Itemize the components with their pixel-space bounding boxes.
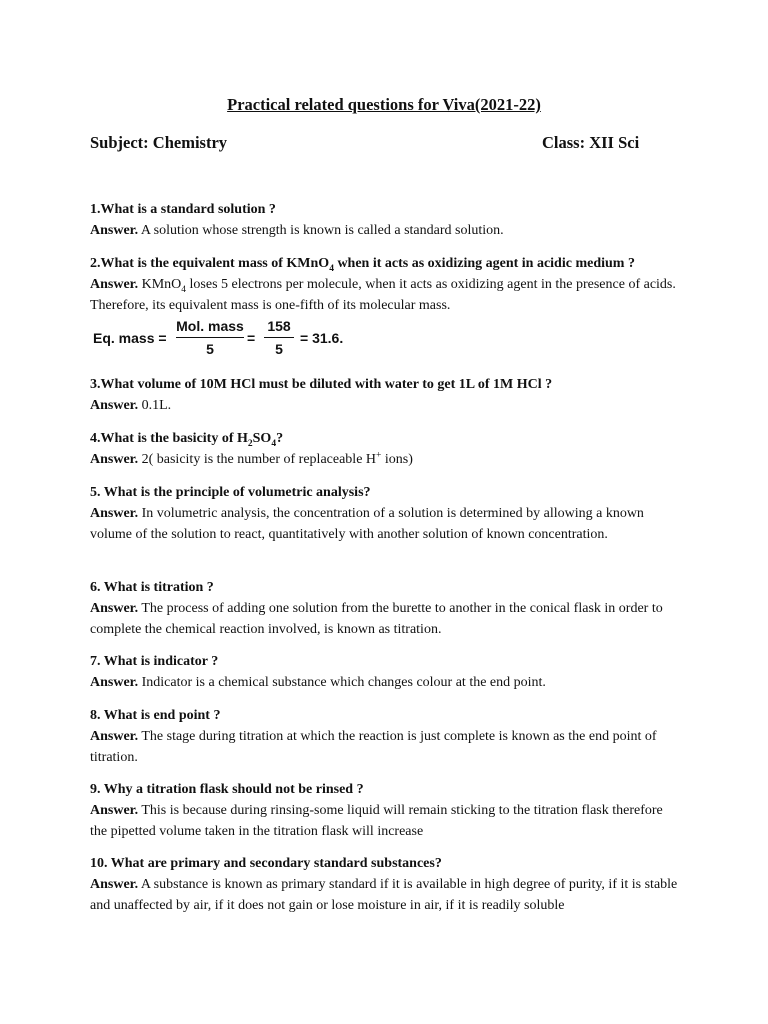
question-text: 7. What is indicator ? [90, 654, 219, 669]
question-text: 8. What is end point ? [90, 708, 221, 723]
answer-label: Answer. [90, 803, 139, 818]
equation-label: Eq. mass = [93, 330, 167, 346]
question-block-9 [90, 779, 680, 842]
answer-label: Answer. [90, 877, 139, 892]
answer-label: Answer. [90, 729, 139, 744]
answer-text: Answer. KMnO$_4$ loses 5 electrons per molecule, when it acts as oxidizing agent in the presence of acids. Therefore, its equivalent mass is one-fifth of its molecular mass. [90, 277, 676, 313]
question-text: 10. What are primary and secondary standard substances? [90, 856, 442, 871]
answer-text: Answer. Indicator is a chemical substance which changes colour at the end point. [90, 675, 546, 690]
question-block-6 [90, 577, 680, 640]
answer-label: Answer. [90, 223, 139, 238]
answer-label: Answer. [90, 601, 139, 616]
answer-text: Answer. The process of adding one solution from the burette to another in the conical flask in order to complete the chemical reaction involved, is known as titration. [90, 601, 663, 637]
fraction-158: 158 5 [264, 318, 294, 357]
question-text: 6. What is titration ? [90, 580, 214, 595]
question-block-5 [90, 482, 680, 545]
page-title: Practical related questions for Viva(2021-22) [227, 95, 541, 114]
answer-text: Answer. This is because during rinsing-some liquid will remain sticking to the titration flask therefore the pipetted volume taken in the titration flask will increase [90, 803, 663, 839]
question-block-10 [90, 853, 680, 916]
answer-text: Answer. A solution whose strength is known is called a standard solution. [90, 223, 504, 238]
answer-label: Answer. [90, 675, 139, 690]
answer-text: Answer. A substance is known as primary standard if it is available in high degree of purity, if it is stable and unaffected by air, if it does not gain or lose moisture in air, if it is readily soluble [90, 877, 678, 913]
equation-result: = 31.6. [300, 330, 344, 346]
question-text: 4.What is the basicity of $H_2SO_4$? [90, 431, 284, 449]
question-block-2 [90, 253, 680, 316]
question-text: 3.What volume of 10M HCl must be diluted with water to get 1L of 1M HCl ? [90, 377, 553, 392]
answer-text: Answer. 2( basicity is the number of replaceable H+ ions) [90, 450, 413, 467]
answer-text: Answer. In volumetric analysis, the concentration of a solution is determined by allowing a known volume of the solution to react, quantitatively with another solution of known concentration. [90, 506, 644, 542]
answer-label: Answer. [90, 452, 139, 467]
answer-label: Answer. [90, 506, 139, 521]
question-block-7 [90, 651, 680, 693]
question-text: 1.What is a standard solution ? [90, 202, 276, 217]
question-block-8 [90, 705, 680, 768]
answer-text: Answer. 0.1L. [90, 398, 172, 413]
class-label: Class: XII Sci [542, 133, 640, 152]
question-block-1 [90, 199, 680, 241]
subject-label: Subject: Chemistry [90, 133, 228, 152]
question-block-3 [90, 374, 680, 416]
answer-label: Answer. [90, 398, 139, 413]
answer-text: Answer. The stage during titration at which the reaction is just complete is known as the end point of titration. [90, 729, 657, 765]
question-text: 5. What is the principle of volumetric analysis? [90, 485, 371, 500]
fraction-mol-mass: Mol. mass 5 [176, 318, 244, 357]
question-text: 2.What is the equivalent mass of KMnO$_4$ when it acts as oxidizing agent in acidic medium ? [90, 256, 635, 274]
question-block-4 [90, 428, 680, 470]
equation-equals: = [247, 330, 256, 346]
equivalent-mass-equation [93, 318, 373, 358]
answer-label: Answer. [90, 277, 139, 292]
question-text: 9. Why a titration flask should not be rinsed ? [90, 782, 364, 797]
